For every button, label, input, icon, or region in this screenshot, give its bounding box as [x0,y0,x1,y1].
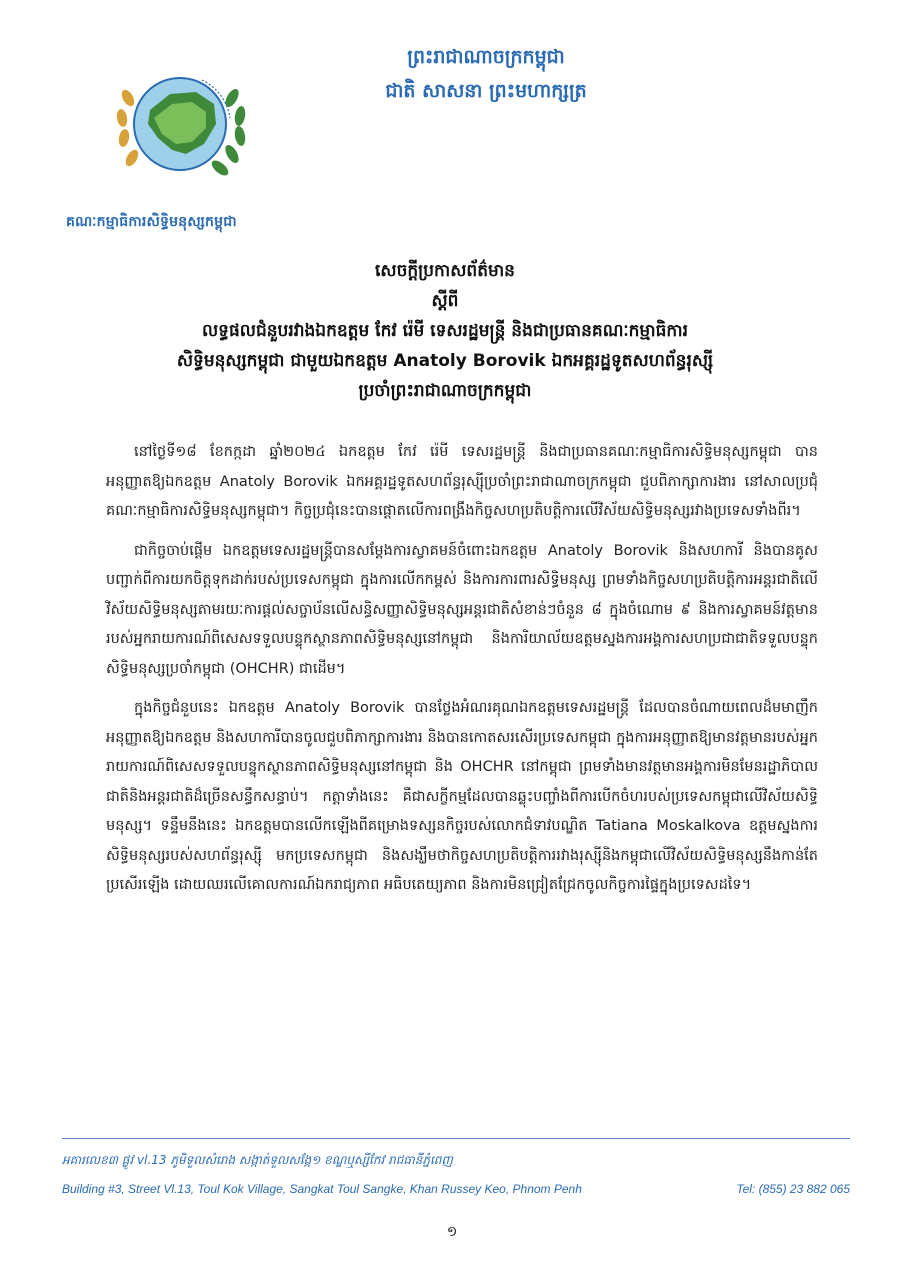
kingdom-line: ព្រះរាជាណាចក្រកម្ពុជា [407,46,565,68]
kingdom-header [330,40,642,108]
footer-address-khmer: អគារលេខ៣ ផ្លូវ vl.13 ភូមិទួលសំរោង សង្កាត់ទួលសង្កែ១ ខណ្ឌឬស្សីកែវ រាជធានីភ្នំពេញ [62,1153,453,1167]
paragraph-2: ជាកិច្ចចាប់ផ្តើម ឯកឧត្តមទេសរដ្ឋមន្ត្រីបានសម្តែងការស្វាគមន៍ចំពោះឯកឧត្តម Anatoly Borovik និងសហការី និងបានគូសបញ្ជាក់ពីការយកចិត្តទុកដាក់របស់ប្រទេសកម្ពុជា ក្នុងការលើកកម្ពស់ និងការការពារសិទ្ធិមនុស្ស ព្រមទាំងកិច្ចសហប្រតិបត្តិការអន្តរជាតិលើវិស័យសិទ្ធិមនុស្សតាមរយៈការផ្តល់សច្ចាប័នលើសន្ធិសញ្ញាសិទ្ធិមនុស្សអន្តរជាតិសំខាន់ៗចំនួន ៨ ក្នុងចំណោម ៩ និងការស្វាគមន៍វត្តមានរបស់អ្នករាយការណ៍ពិសេសទទួលបន្ទុកស្ថានភាពសិទ្ធិមនុស្សនៅកម្ពុជា និងការិយាល័យឧត្តមស្នងការអង្គការសហប្រជាជាតិទទួលបន្ទុកសិទ្ធិមនុស្សប្រចាំកម្ពុជា (OHCHR) ជាដើម។ [106,542,818,677]
title-line-4: សិទ្ធិមនុស្សកម្ពុជា ជាមួយឯកឧត្តម Anatoly Borovik ឯកអគ្គរដ្ឋទូតសហព័ន្ធរុស្ស៊ី [176,351,714,371]
footer-address-english: Building #3, Street Vl.13, Toul Kok Village, Sangkat Toul Sangke, Khan Russey Keo, Phnom Penh [62,1182,582,1196]
paragraph-1: នៅថ្ងៃទី១៨ ខែកក្កដា ឆ្នាំ២០២៤ ឯកឧត្តម កែវ រ៉េមី ទេសរដ្ឋមន្ត្រី និងជាប្រធានគណៈកម្មាធិការសិទ្ធិមនុស្សកម្ពុជា បានអនុញ្ញាតឱ្យឯកឧត្តម Anatoly Borovik ឯកអគ្គរដ្ឋទូតសហព័ន្ធរុស្ស៊ីប្រចាំព្រះរាជាណាចក្រកម្ពុជា ជួបពិភាក្សាការងារ នៅសាលប្រជុំគណៈកម្មាធិការសិទ្ធិមនុស្សកម្ពុជា។ កិច្ចប្រជុំនេះបានផ្តោតលើការពង្រឹងកិច្ចសហប្រតិបត្តិការលើវិស័យសិទ្ធិមនុស្សរវាងប្រទេសទាំងពីរ។ [106,444,818,519]
motto-line: ជាតិ សាសនា ព្រះមហាក្សត្រ [385,80,587,102]
body-text [106,438,818,911]
footer-telephone: Tel: (855) 23 882 065 [736,1182,850,1196]
organization-name: គណៈកម្មាធិការសិទ្ធិមនុស្សកម្ពុជា [66,214,237,230]
cambodia-map-globe-emblem-icon [92,58,262,208]
title-line-1: សេចក្តីប្រកាសព័ត៌មាន [375,261,515,281]
title-line-3: លទ្ធផលជំនួបរវាងឯកឧត្តម កែវ រ៉េមី ទេសរដ្ឋមន្ត្រី និងជាប្រធានគណៈកម្មាធិការ [202,321,688,341]
page-number: ១ [446,1224,458,1240]
footer-divider [62,1138,850,1139]
press-release-title [150,256,740,406]
title-line-5: ប្រចាំព្រះរាជាណាចក្រកម្ពុជា [358,381,532,401]
title-line-2: ស្តីពី [431,291,459,311]
paragraph-3: ក្នុងកិច្ចជំនួបនេះ ឯកឧត្តម Anatoly Borovik បានថ្លែងអំណរគុណឯកឧត្តមទេសរដ្ឋមន្ត្រី ដែលបានចំណាយពេលដ៏មមាញឹកអនុញ្ញាតឱ្យឯកឧត្តម និងសហការីបានចូលជួបពិភាក្សាការងារ និងបានកោតសរសើរប្រទេសកម្ពុជា ក្នុងការអនុញ្ញាតឱ្យមានវត្តមានរបស់អ្នករាយការណ៍ពិសេសទទួលបន្ទុកស្ថានភាពសិទ្ធិមនុស្សនៅកម្ពុជា និង OHCHR នៅកម្ពុជា ព្រមទាំងមានវត្តមានអង្គការមិនមែនរដ្ឋាភិបាលជាតិនិងអន្តរជាតិដ៏ច្រើនសន្ធឹកសន្ធាប់។ កត្តាទាំងនេះ គឺជាសក្ខីកម្មដែលបានឆ្លុះបញ្ចាំងពីការបើកចំហរបស់ប្រទេសកម្ពុជាលើវិស័យសិទ្ធិមនុស្ស។ ទន្ទឹមនឹងនេះ ឯកឧត្តមបានលើកឡើងពីគម្រោងទស្សនកិច្ចរបស់លោកជំទាវបណ្ឌិត Tatiana Moskalkova ឧត្តមស្នងការសិទ្ធិមនុស្សរបស់សហព័ន្ធរុស្ស៊ី មកប្រទេសកម្ពុជា និងសង្ឃឹមថាកិច្ចសហប្រតិបត្តិការរវាងរុស្ស៊ីនិងកម្ពុជាលើវិស័យសិទ្ធិមនុស្សនឹងកាន់តែប្រសើរឡើង ដោយឈរលើគោលការណ៍ឯករាជ្យភាព អធិបតេយ្យភាព និងការមិនជ្រៀតជ្រែកចូលកិច្ចការផ្ទៃក្នុងប្រទេសដទៃ។ [106,700,818,893]
